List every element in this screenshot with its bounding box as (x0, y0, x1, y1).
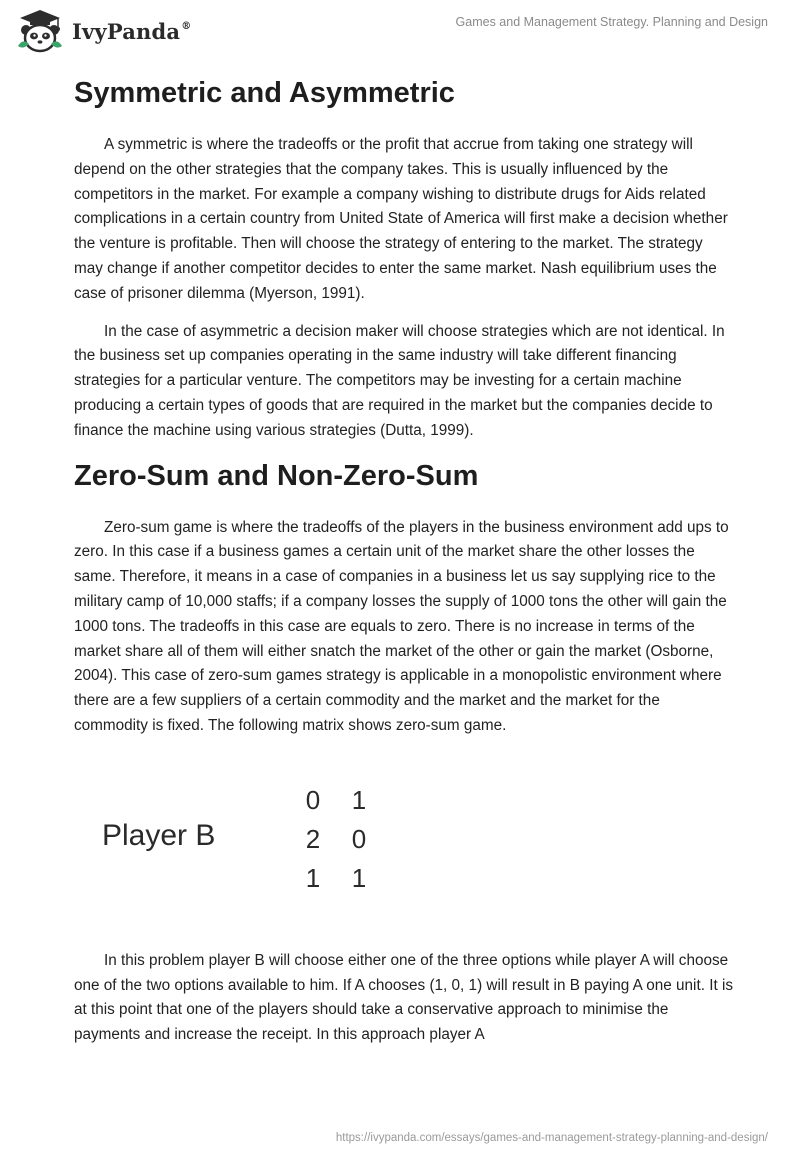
brand-name: IvyPanda® (72, 18, 192, 44)
paragraph: Zero-sum game is where the tradeoffs of the players in the business environment add ups to zero. In this case if a business games a certain unit of the market share the other losses the same. Therefore, it means in a case of companies in a business let us say supplying rice to the military camp of 10,000 staffs; if a company losses the supply of 1000 tons the other will gain the 1000 tons. The tradeoffs in this case are equals to zero. There is no increase in terms of the market share all of them will either snatch the market of the other or gain the market (Osborne, 2004). This case of zero-sum games strategy is applicable in a monopolistic environment where there are a few suppliers of a certain commodity and the market and the market for the commodity is fixed. The following matrix shows zero-sum game. (74, 518, 729, 734)
matrix-cell: 0 (305, 784, 321, 815)
section-heading-zero-sum: Zero-Sum and Non-Zero-Sum (74, 459, 479, 492)
matrix-player-label: Player B (102, 818, 216, 852)
paragraph: A symmetric is where the tradeoffs or the profit that accrue from taking one strategy will depend on the other strategies that the company takes. This is usually influenced by the competitors in the market. For example a company wishing to distribute drugs for Aids related complications in a certain country from United State of America will first make a decision whether the venture is profitable. Then will choose the strategy of entering to the market. The strategy may change if another competitor decides to enter the same market. Nash equilibrium uses the case of prisoner dilemma (Myerson, 1991). (74, 136, 728, 302)
panda-graduate-icon (14, 8, 66, 54)
payoff-matrix-figure (102, 777, 402, 907)
page-header (0, 0, 800, 60)
paragraph: In the case of asymmetric a decision maker will choose strategies which are not identical. In the business set up companies operating in the same industry will take different financing strategies for a particular venture. The competitors may be investing for a certain machine producing a certain types of goods that are required in the market but the companies decide to finance the machine using various strategies (Dutta, 1999). (74, 322, 725, 439)
matrix-cell: 1 (351, 862, 367, 893)
section-heading-symmetric: Symmetric and Asymmetric (74, 77, 455, 109)
payoff-matrix (290, 781, 382, 898)
matrix-cell: 1 (351, 784, 367, 815)
matrix-cell: 1 (305, 862, 321, 893)
source-url-link[interactable]: https://ivypanda.com/essays/games-and-management-strategy-planning-and-design/ (335, 1132, 768, 1144)
article-body (74, 72, 734, 1061)
brand-logo[interactable] (14, 8, 191, 54)
matrix-cell: 0 (351, 823, 367, 854)
paragraph: In this problem player B will choose either one of the three options while player A will choose one of the two options available to him. If A chooses (1, 0, 1) will result in B paying A one unit. It is at this point that one of the players should take a conservative approach to minimise the payments and increase the receipt. In this approach player A (74, 951, 733, 1044)
document-title: Games and Management Strategy. Planning and Design (455, 15, 768, 29)
matrix-cell: 2 (305, 823, 321, 854)
